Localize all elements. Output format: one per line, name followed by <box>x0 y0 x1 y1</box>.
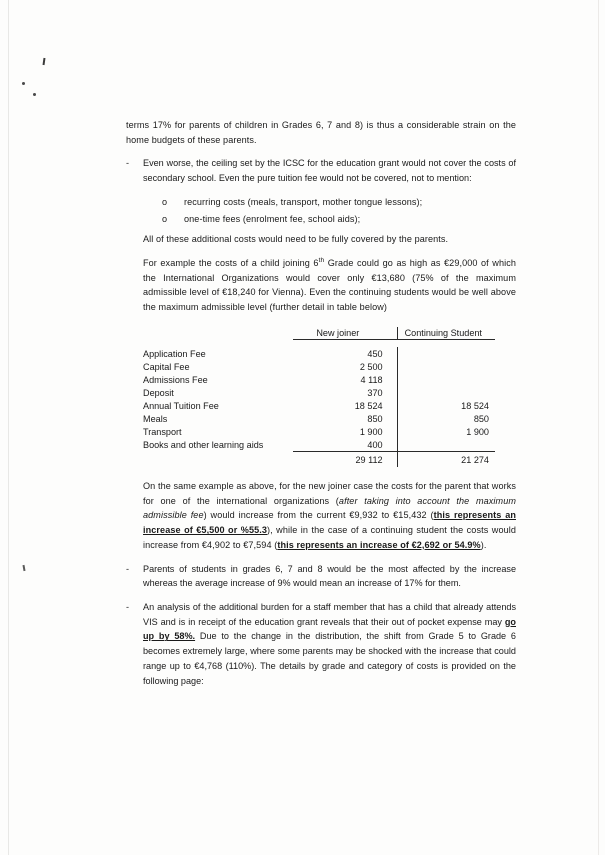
sub-list-costs <box>126 195 516 226</box>
sub-bullet-marker: o <box>162 213 168 224</box>
paragraph-same-example <box>143 479 516 553</box>
row-label: Transport <box>143 426 182 437</box>
scan-artifact-mark <box>43 58 46 65</box>
table-header-row <box>143 327 495 340</box>
bullet-item-ceiling <box>126 156 516 185</box>
list-item <box>126 195 516 210</box>
document-body <box>126 118 516 697</box>
bullet-item-analysis <box>126 600 516 688</box>
row-value-continuing: 18 524 <box>397 399 495 412</box>
row-value-continuing <box>397 373 495 386</box>
row-value-new-joiner: 450 <box>367 348 383 359</box>
analysis-part-1: An analysis of the additional burden for a staff member that has a child that already attends VIS and is in receipt of the education grant reveals that their out of pocket expense may <box>143 601 516 627</box>
same-example-part-2: ) would increase from the current €9,932 to €15,432 ( <box>203 510 434 521</box>
sub-item-one-time-fees: one-time fees (enrolment fee, school aids); <box>184 213 361 224</box>
scan-artifact-dot <box>33 93 36 96</box>
row-value-continuing: 850 <box>397 412 495 425</box>
table-header-continuing-student: Continuing Student <box>397 327 495 340</box>
same-example-part-3: ), while in the case of a continuing student the costs would increase from €4,902 to €7,594 ( <box>143 525 517 550</box>
same-example-emphasis-1: this represents an increase of €5,500 or %55.3 <box>143 510 516 536</box>
table-row <box>143 399 495 412</box>
sub-item-recurring-costs: recurring costs (meals, transport, mother tongue lessons); <box>184 196 423 207</box>
row-value-new-joiner: 18 524 <box>354 400 383 411</box>
fee-comparison-table <box>143 327 495 467</box>
table-row <box>143 347 495 360</box>
bullet-text-parents-grades: Parents of students in grades 6, 7 and 8 would be the most affected by the increase whereas the average increase of 9% would mean an increase of 17% for them. <box>143 563 516 589</box>
analysis-part-2: Due to the change in the distribution, the shift from Grade 5 to Grade 6 becomes extremely large, where some parents may be shocked with the increase that could range up to €4,768 (110%). The details by grade and category of costs is provided on the following page: <box>143 631 516 686</box>
row-value-new-joiner: 4 118 <box>360 374 383 385</box>
row-value-continuing <box>397 360 495 373</box>
ordinal-suffix: th <box>318 257 325 264</box>
row-value-continuing <box>397 347 495 360</box>
row-value-new-joiner: 1 900 <box>359 426 383 437</box>
same-example-emphasis-2: this represents an increase of €2,692 or 54.9% <box>277 539 481 550</box>
row-value-new-joiner: 400 <box>367 439 383 450</box>
bullet-item-parents-grades <box>126 562 516 591</box>
bullet-marker: - <box>126 563 130 574</box>
row-value-continuing: 1 900 <box>397 425 495 438</box>
totals-continuing: 21 274 <box>397 452 495 467</box>
bullet-text-ceiling: Even worse, the ceiling set by the ICSC for the education grant would not cover the costs of secondary school. Even the pure tuition fee would not be covered, not to mention: <box>143 158 516 184</box>
table-row <box>143 386 495 399</box>
totals-new-joiner: 29 112 <box>293 452 397 467</box>
row-value-continuing <box>397 386 495 399</box>
row-label: Admissions Fee <box>143 374 208 385</box>
same-example-part-4: ). <box>480 539 487 550</box>
row-value-new-joiner: 370 <box>367 387 383 398</box>
bullet-text-analysis <box>143 600 516 688</box>
row-label: Annual Tuition Fee <box>143 400 219 411</box>
sub-bullet-marker: o <box>162 196 168 207</box>
bullet-marker: - <box>126 601 130 612</box>
bullet-marker: - <box>126 158 130 169</box>
row-label: Meals <box>143 413 168 424</box>
row-value-new-joiner: 850 <box>367 413 383 424</box>
table-row <box>143 425 495 438</box>
scan-artifact-mark <box>22 565 25 571</box>
scan-artifact-dot <box>22 82 25 85</box>
table-row <box>143 438 495 452</box>
page-edge-left <box>8 0 9 855</box>
table-header-blank <box>143 327 293 340</box>
row-label: Application Fee <box>143 348 206 359</box>
page-edge-right <box>598 0 599 855</box>
row-label: Deposit <box>143 387 174 398</box>
table-spacer-row <box>143 340 495 348</box>
paragraph-all-additional-costs: All of these additional costs would need to be fully covered by the parents. <box>143 234 449 245</box>
table-row <box>143 360 495 373</box>
analysis-emphasis: go up by 58%. <box>143 616 516 642</box>
same-example-part-1: On the same example as above, for the new joiner case the costs for the parent that works for one of the international organizations ( <box>143 480 516 506</box>
same-example-italic: after taking into account the maximum admissible fee <box>143 495 517 521</box>
row-label: Books and other learning aids <box>143 440 264 451</box>
totals-label <box>143 452 293 467</box>
example-child-post: Grade could go as high as €29,000 of which the International Organizations would cover only €13,680 (75% of the maximum admissible level of €18,240 for Vienna). Even the continuing students would be well above the maximum admissible level (further detail in table below) <box>143 258 516 313</box>
row-value-new-joiner: 2 500 <box>359 361 383 372</box>
paragraph-top-continuation: terms 17% for parents of children in Grades 6, 7 and 8) is thus a considerable strain on the home budgets of these parents. <box>126 120 516 145</box>
list-item <box>126 212 516 227</box>
row-label: Capital Fee <box>143 361 190 372</box>
example-child-pre: For example the costs of a child joining 6 <box>143 258 319 269</box>
paragraph-example-child <box>143 256 516 315</box>
table-row <box>143 412 495 425</box>
table-row <box>143 373 495 386</box>
table-header-new-joiner: New joiner <box>293 327 397 340</box>
row-value-continuing <box>397 438 495 452</box>
table-totals-row <box>143 452 495 467</box>
